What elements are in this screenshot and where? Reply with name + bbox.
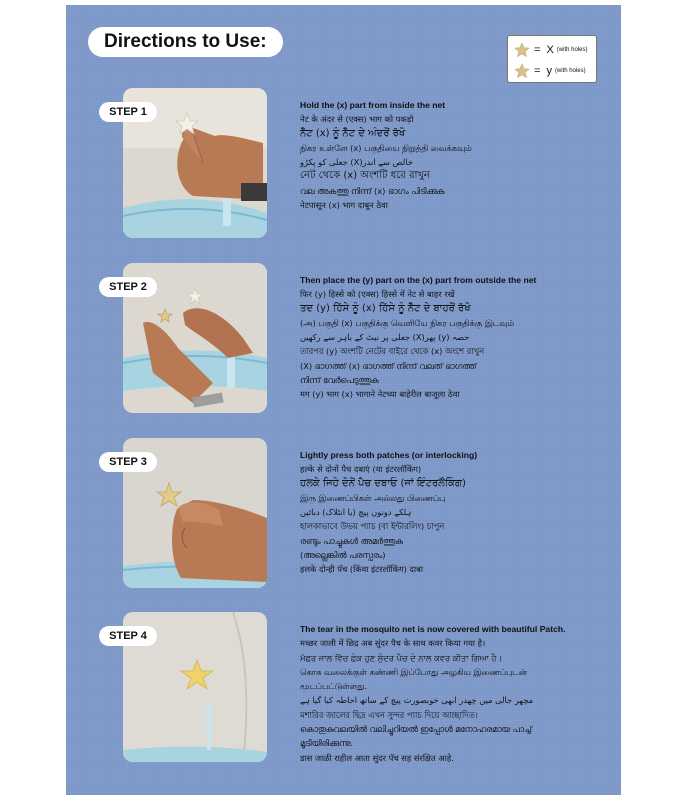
instruction-line: डास जाळी राहील आता सुंदर पॅच सह संरक्षित आहे. xyxy=(300,752,454,763)
step-3-instruction-en: Lightly press both patches (or interlocking) xyxy=(300,450,478,460)
equals-sign: = xyxy=(534,65,541,77)
instruction-line: ਮੱਛਰ ਜਾਲ ਵਿੱਚ ਛੇਕ ਹੁਣ ਸੁੰਦਰ ਪੈਚ ਦੇ ਨਾਲ ਕਵਰ ਕੀਤਾ ਗਿਆ ਹੈ। xyxy=(300,652,502,663)
step-4-text xyxy=(300,622,620,765)
legend-box xyxy=(507,35,597,83)
step-2-text xyxy=(300,273,620,402)
instruction-sheet xyxy=(66,5,621,795)
step-label: STEP 4 xyxy=(99,626,157,646)
equals-sign: = xyxy=(534,44,541,56)
instruction-line: নেট থেকে (x) অংশটি ধরে রাখুন xyxy=(300,170,430,182)
step-4-instruction-en: The tear in the mosquito net is now covered with beautiful Patch. xyxy=(300,624,566,634)
step-label: STEP 3 xyxy=(99,452,157,472)
step-3 xyxy=(66,438,621,598)
instruction-line: വല അകത്തു നിന്ന് (x) ഭാഗം പിടിക്കുക xyxy=(300,185,445,196)
instruction-line: மூடப்பட்டுள்ளது. xyxy=(300,681,367,692)
instruction-line: (அ) பகுதி (x) பகுதிக்கு வெளியே நிகர பகுதிக்கு இடவும் xyxy=(300,317,515,328)
instruction-line: جعلی پر نیٹ کے باہر سے رکھیں (X)پھر (y) حصہ xyxy=(300,332,470,343)
instruction-line: مچھر جالی میں چھدر ابھی خوبصورت پیچ کے ساتھ احاطہ کیا گیا ہے xyxy=(300,695,534,706)
instruction-line: মশারির জালের ছিদ্র এখন সুন্দর প্যাচ দিয়ে আচ্ছাদিত। xyxy=(300,709,478,720)
instruction-line: হালকাভাবে উভয় প্যাচ (বা ইন্টারলিং) চাপুন xyxy=(300,521,445,532)
instruction-line: ਨੈੱਟ (x) ਨੂੰ ਨੈੱਟ ਦੇ ਅੰਦਰੋਂ ਰੱਖੋ xyxy=(300,127,406,139)
instruction-line: फिर (y) हिस्से को (एक्स) हिस्से में नेट से बाहर रखें xyxy=(300,289,455,300)
legend-note: (with holes) xyxy=(554,68,586,74)
instruction-line: (X) ഭാഗത്ത് (x) ഭാഗത്ത് നിന്ന് വലത് ഭാഗത്ത് xyxy=(300,360,477,371)
instruction-line: (അല്ലെങ്കിൽ പരസ്പരം) xyxy=(300,550,386,561)
instruction-line: ਤਦ (y) ਹਿੱਸੇ ਨੂੰ (x) ਹਿੱਸੇ ਨੂੰ ਨੈੱਟ ਦੇ ਬਾਹਰੋਂ ਰੱਖੋ xyxy=(300,302,471,314)
star-icon xyxy=(514,42,530,58)
instruction-line: नेट के अंदर से (एक्स) भाग को पकड़ो xyxy=(300,114,414,125)
instruction-line: हल्के से दोनों पैच दबाएं (या इंटरलॉकिंग) xyxy=(300,464,422,475)
instruction-line: இரு இணைப்பிகள் அல்லது பிணைப்பு xyxy=(300,492,446,503)
instruction-line: മൂടിയിരിക്കുന്നു. xyxy=(300,738,353,749)
instruction-line: കൊതുകുവലയിൽ വലിച്ചുറിയൽ ഇപ്പോൾ മനോഹരമായ പാച്ച് xyxy=(300,724,532,735)
step-2 xyxy=(66,263,621,423)
legend-note: (with holes) xyxy=(556,47,588,53)
instruction-line: രണ്ടും പാച്ചുകൾ അമർത്തുക xyxy=(300,535,403,546)
instruction-line: তারপর (y) অংশটি নেটের বাইরে থেকে (x) অংশে রাখুন xyxy=(300,346,485,357)
instruction-line: मग (y) भाग (x) भागाने नेटच्या बाहेरील बाजूला ठेवा xyxy=(300,389,460,400)
legend-symbol: X xyxy=(546,44,554,56)
step-4 xyxy=(66,612,621,772)
star-icon xyxy=(514,63,530,79)
step-1-instruction-en: Hold the (x) part from inside the net xyxy=(300,100,446,110)
instruction-line: हलके दोन्ही पॅच (किंवा इंटरलॉकिंग) दाबा xyxy=(300,564,423,575)
instruction-line: நிகர உள்ளே (x) பகுதியை நிறுத்தி வைக்கவும் xyxy=(300,142,472,153)
legend-item-x xyxy=(514,40,594,60)
instruction-line: ਹਲਕੇ ਜਿਹੇ ਦੋਨੋਂ ਪੈਚ ਦਬਾਓ (ਜਾਂ ਇੰਟਰਲੌਕਿੰਗ) xyxy=(300,477,466,489)
instruction-line: جعلی کو پکڑو (X)خالص سے اندر xyxy=(300,157,413,168)
instruction-line: നിന്ന് വേർപെടുത്തുക xyxy=(300,375,379,386)
page-title: Directions to Use: xyxy=(88,27,283,57)
step-3-text xyxy=(300,448,620,577)
step-1 xyxy=(66,88,621,248)
step-label: STEP 2 xyxy=(99,277,157,297)
step-label: STEP 1 xyxy=(99,102,157,122)
instruction-line: கொசு வலைக்குள் கண்ணி இப்போது அழகிய இணைப்புடன் xyxy=(300,666,527,677)
instruction-line: ہلکے دونوں پیچ (یا انٹلاک) دبائیں xyxy=(300,507,412,518)
instruction-line: नेटपासून (x) भाग दाबून ठेवा xyxy=(300,200,388,211)
step-1-text xyxy=(300,98,620,212)
legend-item-y xyxy=(514,61,594,81)
instruction-line: मच्छर जाली में छिद्र अब सुंदर पैच के साथ कवर किया गया है। xyxy=(300,638,486,649)
step-2-instruction-en: Then place the (y) part on the (x) part from outside the net xyxy=(300,275,537,285)
legend-symbol: y xyxy=(546,65,552,77)
